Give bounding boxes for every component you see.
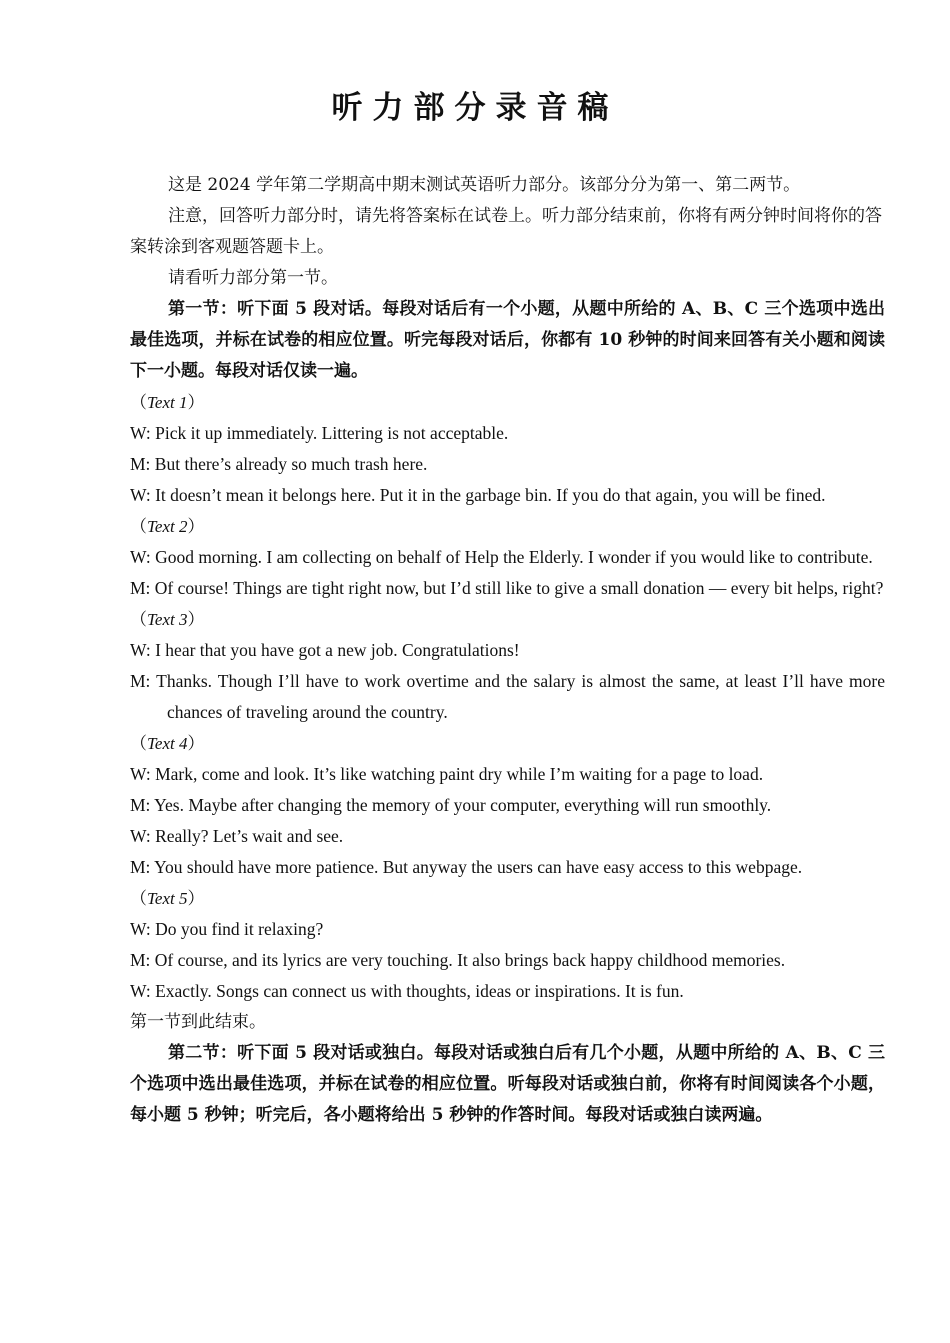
text-label: （Text 4） [130, 734, 205, 753]
dialogue-line: M: Of course! Things are tight right now, but I’d still like to give a small donation — every bit helps, right? [130, 578, 884, 598]
text-label: （Text 3） [130, 610, 205, 629]
intro-paragraph: 注意，回答听力部分时，请先将答案标在试卷上。听力部分结束前，你将有两分钟时间将你的答案转涂到客观题答题卡上。 [130, 206, 882, 257]
dialogue-line: W: Pick it up immediately. Littering is not acceptable. [130, 423, 509, 443]
section1-instructions: 第一节：听下面 5 段对话。每段对话后有一个小题，从题中所给的 A、B、C 三个选项中选出最佳选项，并标在试卷的相应位置。听完每段对话后，你都有 10 秒钟的时间来回答有关小题和阅读下一小题。每段对话仅读一遍。 [130, 299, 885, 381]
text-label-name: Text 1 [147, 393, 188, 412]
dialogue-line: W: Exactly. Songs can connect us with thoughts, ideas or inspirations. It is fun. [130, 981, 684, 1001]
dialogue-line: W: Really? Let’s wait and see. [130, 826, 344, 846]
section1-end: 第一节到此结束。 [130, 1012, 266, 1032]
text-label: （Text 5） [130, 889, 205, 908]
dialogue-line: W: It doesn’t mean it belongs here. Put it in the garbage bin. If you do that again, you will be fined. [130, 485, 826, 505]
text-label: （Text 2） [130, 517, 205, 536]
dialogue-line: W: Mark, come and look. It’s like watching paint dry while I’m waiting for a page to load. [130, 764, 764, 784]
text-label-name: Text 4 [147, 734, 188, 753]
section2-instructions: 第二节：听下面 5 段对话或独白。每段对话或独白后有几个小题，从题中所给的 A、B、C 三个选项中选出最佳选项，并标在试卷的相应位置。听每段对话或独白前，你将有时间阅读各个小题，每小题 5 秒钟；听完后，各小题将给出 5 秒钟的作答时间。每段对话或独白读两遍。 [130, 1043, 885, 1125]
dialogue-line: M: Thanks. Though I’ll have to work overtime and the salary is almost the same, at least I’ll have more chances of traveling around the country. [130, 671, 885, 722]
dialogue-line: M: But there’s already so much trash here. [130, 454, 428, 474]
dialogue-line: W: Do you find it relaxing? [130, 919, 324, 939]
dialogue-line: M: Yes. Maybe after changing the memory of your computer, everything will run smoothly. [130, 795, 772, 815]
page-title: 听力部分录音稿 [331, 90, 619, 126]
dialogue-line: W: I hear that you have got a new job. Congratulations! [130, 640, 520, 660]
dialogue-line: W: Good morning. I am collecting on behalf of Help the Elderly. I wonder if you would like to contribute. [130, 547, 873, 567]
intro-paragraph: 请看听力部分第一节。 [168, 268, 338, 288]
dialogue-line: M: You should have more patience. But anyway the users can have easy access to this webpage. [130, 857, 803, 877]
text-label-name: Text 3 [147, 610, 188, 629]
text-label: （Text 1） [130, 393, 205, 412]
text-label-name: Text 5 [147, 889, 188, 908]
intro-paragraph: 这是 2024 学年第二学期高中期末测试英语听力部分。该部分分为第一、第二两节。 [168, 175, 801, 195]
transcript-body [130, 170, 885, 1131]
text-label-name: Text 2 [147, 517, 188, 536]
dialogue-line: M: Of course, and its lyrics are very touching. It also brings back happy childhood memories. [130, 950, 786, 970]
